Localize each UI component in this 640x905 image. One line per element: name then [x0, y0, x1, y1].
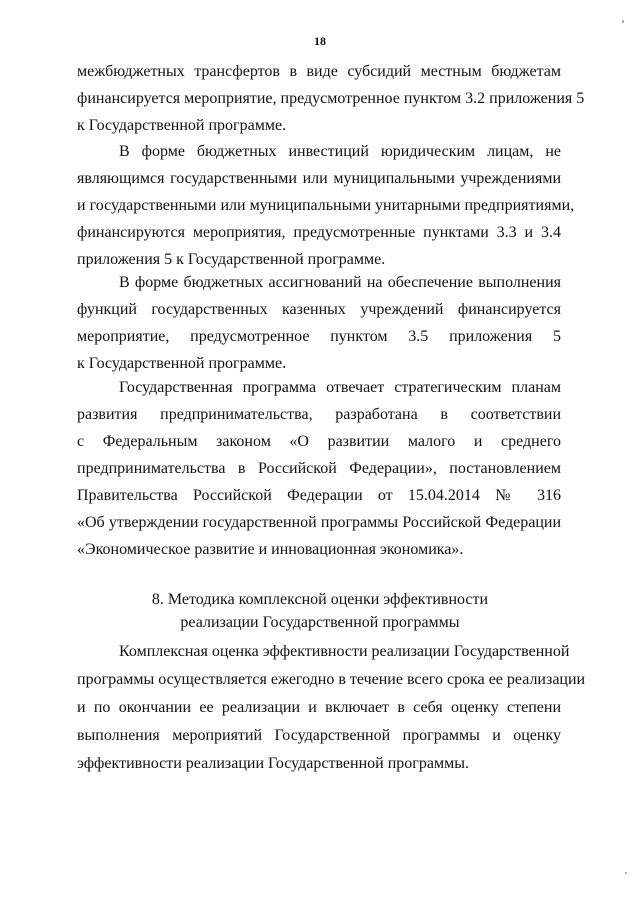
text-line: Государственная программа отвечает стратегическим планам [119, 379, 561, 396]
text-line: и государственными или муниципальными унитарными предприятиями, [77, 197, 575, 214]
text-line: «Об утверждении государственной программы Российской Федерации [77, 514, 561, 531]
text-line: с Федеральным законом «О развитии малого и среднего [77, 433, 561, 450]
text-line: Правительства Российской Федерации от 15.04.2014 № 316 [77, 487, 561, 504]
scan-speck [625, 872, 627, 874]
text-line: межбюджетных трансфертов в виде субсидий местным бюджетам [77, 63, 561, 80]
text-line: мероприятие, предусмотренное пунктом 3.5 приложения 5 [77, 328, 561, 345]
text-line: к Государственной программе. [77, 117, 287, 134]
text-line: программы осуществляется ежегодно в течение всего срока ее реализации [77, 671, 586, 688]
text-line: приложения 5 к Государственной программе. [77, 251, 386, 268]
text-line: «Экономическое развитие и инновационная экономика». [77, 541, 464, 558]
text-line: являющимся государственными или муниципальными учреждениями [77, 170, 561, 187]
text-line: В форме бюджетных инвестиций юридическим лицам, не [119, 143, 561, 160]
text-line: выполнения мероприятий Государственной программы и оценку [77, 727, 561, 744]
text-line: к Государственной программе. [77, 355, 287, 372]
scan-speck [622, 20, 624, 23]
text-line: Комплексная оценка эффективности реализации Государственной [119, 643, 570, 660]
section-heading-line-1: 8. Методика комплексной оценки эффективности [151, 591, 489, 608]
text-line: предпринимательства в Российской Федерации», постановлением [77, 460, 561, 477]
text-line: и по окончании ее реализации и включает в себя оценку степени [77, 699, 561, 716]
text-line: финансируется мероприятие, предусмотренное пунктом 3.2 приложения 5 [77, 90, 585, 107]
text-line: эффективности реализации Государственной программы. [77, 755, 469, 772]
section-heading-line-2: реализации Государственной программы [180, 614, 460, 631]
text-line: В форме бюджетных ассигнований на обеспечение выполнения [119, 274, 561, 291]
text-line: функций государственных казенных учреждений финансируется [77, 301, 561, 318]
text-line: финансируются мероприятия, предусмотренные пунктами 3.3 и 3.4 [77, 224, 561, 241]
page-number: 18 [314, 34, 326, 48]
text-line: развития предпринимательства, разработана в соответствии [77, 406, 561, 423]
